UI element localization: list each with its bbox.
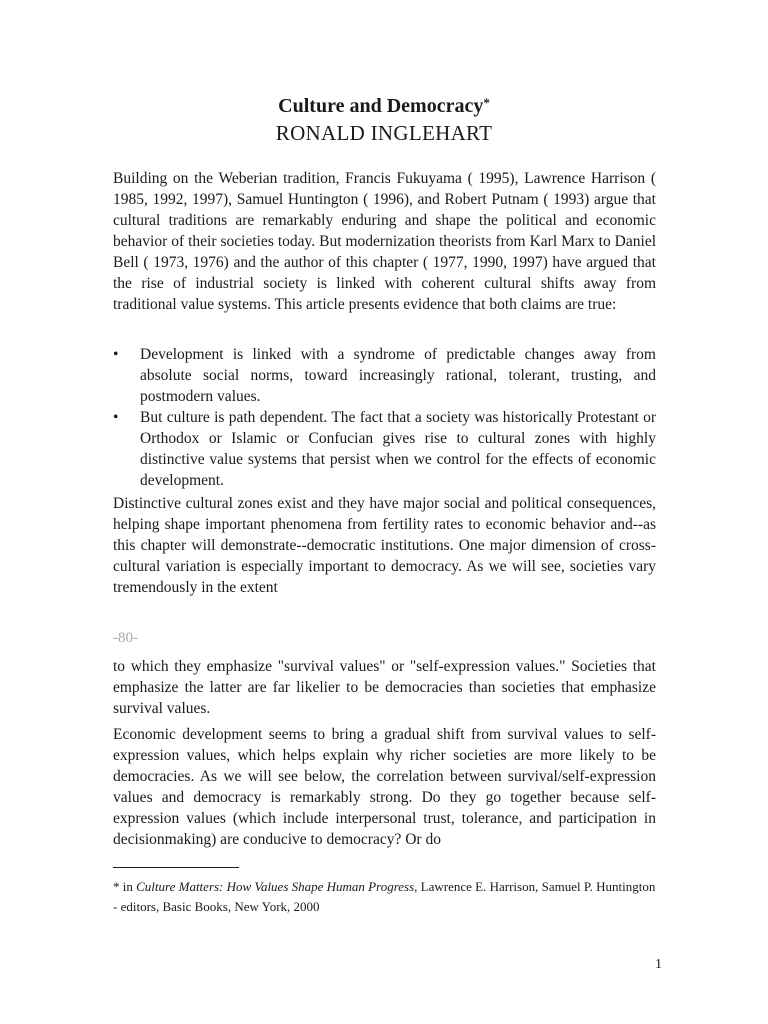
page-number: 1	[655, 957, 662, 972]
original-page-marker: -80-	[113, 630, 138, 646]
paragraph-intro: Building on the Weberian tradition, Francis Fukuyama ( 1995), Lawrence Harrison ( 1985, 1992, 1997), Samuel Huntington ( 1996), and Robert Putnam ( 1993) argue that cultural traditions are remarkably enduring and shape the political and economic behavior of their societies today. But modernization theorists from Karl Marx to Daniel Bell ( 1973, 1976) and the author of this chapter ( 1977, 1990, 1997) have argued that the rise of industrial society is linked with coherent cultural shifts away from traditional value systems. This article presents evidence that both claims are true:	[113, 170, 656, 313]
footnote	[113, 877, 656, 917]
title-footnote-mark: *	[483, 95, 490, 110]
footnote-citation: Lawrence E. Harrison, Samuel P. Huntington - editors, Basic Books, New York, 2000	[113, 879, 656, 914]
bullet-text: But culture is path dependent. The fact that a society was historically Protestant or Orthodox or Islamic or Confucian gives rise to cultural zones with highly distinctive value systems that persist when we control for the effects of economic development.	[140, 409, 656, 489]
bullet-marker: •	[113, 409, 119, 426]
author-name: RONALD INGLEHART	[275, 121, 493, 145]
paragraph-cultural-zones: Distinctive cultural zones exist and they have major social and political consequences, helping shape important phenomena from fertility rates to economic behavior and--as this chapter will demonstrate--democratic institutions. One major dimension of cross-cultural variation is especially important to democracy. As we will see, societies vary tremendously in the extent	[113, 495, 656, 596]
bullet-text: Development is linked with a syndrome of predictable changes away from absolute social norms, toward increasingly rational, tolerant, trusting, and postmodern values.	[140, 346, 656, 405]
footnote-divider	[113, 867, 239, 868]
paragraph-economic-development: Economic development seems to bring a gradual shift from survival values to self-expression values, which helps explain why richer societies are more likely to be democracies. As we will see below, the correlation between survival/self-expression values and democracy is remarkably strong. Do they go together because self-expression values (which include interpersonal trust, tolerance, and participation in decisionmaking) are conducive to democracy? Or do	[113, 726, 656, 848]
document-title	[0, 93, 768, 119]
title-block	[0, 93, 768, 147]
footnote-prefix: in	[119, 879, 137, 894]
footnote-book-title: Culture Matters: How Values Shape Human Progress,	[136, 879, 418, 894]
paragraph-survival-values: to which they emphasize "survival values" or "self-expression values." Societies that emphasize the latter are far likelier to be democracies than societies that emphasize survival values.	[113, 658, 656, 717]
footnote-mark: *	[113, 879, 120, 894]
document-title-text: Culture and Democracy	[278, 95, 484, 117]
bullet-item	[113, 407, 656, 491]
bullet-marker: •	[113, 346, 119, 363]
bullet-list	[113, 344, 656, 491]
bullet-item	[113, 344, 656, 407]
